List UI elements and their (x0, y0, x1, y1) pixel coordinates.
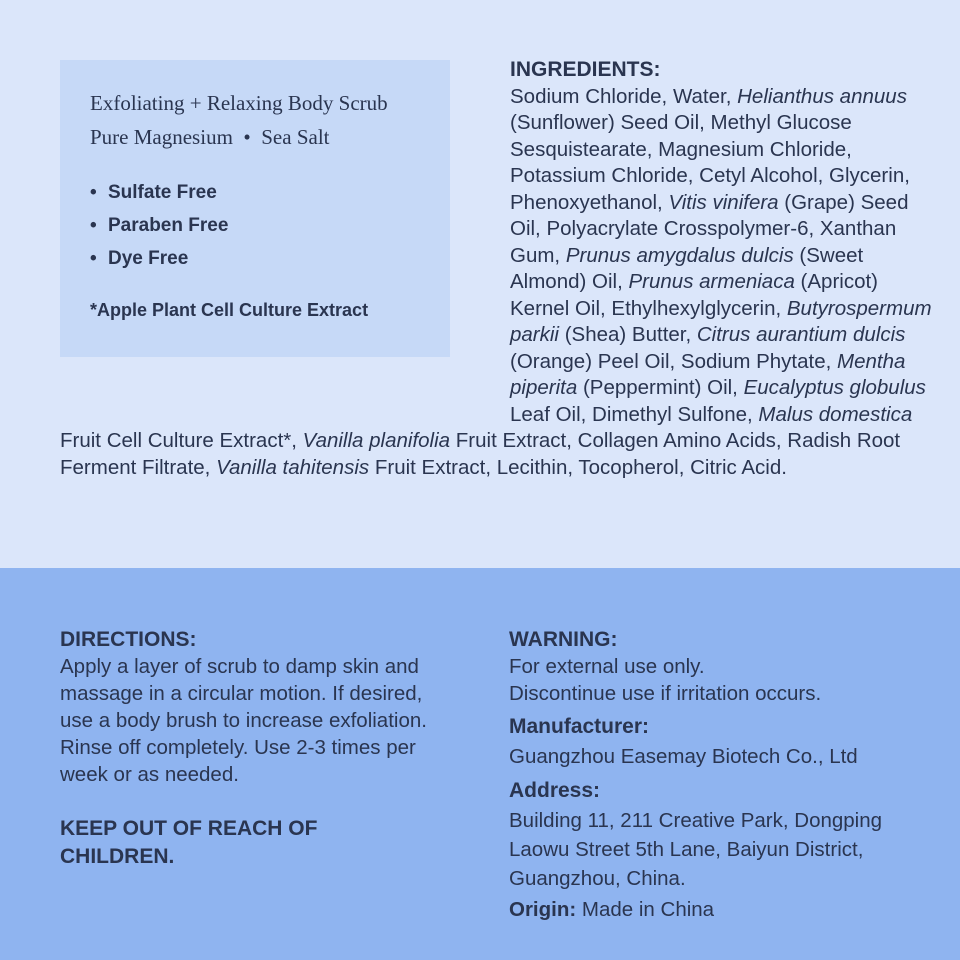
bullet-item: • Dye Free (90, 242, 420, 275)
address-label: Address: (509, 779, 601, 802)
ingredients-float-spacer (60, 57, 510, 407)
ingredient-text-segment: Fruit Extract, Lecithin, Tocopherol, Citric Acid. (369, 455, 787, 479)
ingredient-botanical-name: Helianthus annuus (737, 84, 907, 108)
directions-section (60, 626, 460, 871)
directions-title: DIRECTIONS: (60, 628, 197, 651)
origin-line (509, 895, 939, 925)
origin-label: Origin: (509, 898, 577, 921)
ingredient-text-segment: (Orange) Peel Oil, Sodium Phytate, (510, 349, 838, 373)
directions-text: Apply a layer of scrub to damp skin and massage in a circular motion. If desired, use a body brush to increase exfoliation. Rinse off completely. Use 2-3 times per week or as needed. (60, 655, 427, 786)
ingredient-text-segment: (Grape) Seed Oil, Polyacrylate Crosspolymer-6, Xanthan Gum, (510, 190, 909, 267)
bullet-item: • Sulfate Free (90, 176, 420, 209)
ingredient-botanical-name: Malus domestica (758, 402, 913, 426)
warning-section (509, 626, 939, 925)
tagline-line-2: Pure Magnesium • Sea Salt (90, 125, 330, 149)
ingredient-text-segment: Leaf Oil, Dimethyl Sulfone, (510, 402, 759, 426)
ingredient-text-segment: (Peppermint) Oil, (577, 376, 744, 399)
ingredient-botanical-name: Eucalyptus globulus (743, 376, 926, 399)
warning-line-2: Discontinue use if irritation occurs. (509, 682, 822, 705)
tagline-line-1: Exfoliating + Relaxing Body Scrub (90, 91, 388, 115)
ingredient-text-segment: (Apricot) Kernel Oil, Ethylhexylglycerin, (510, 270, 879, 320)
warning-title: WARNING: (509, 628, 618, 651)
ingredient-text-segment: (Sunflower) Seed Oil, Methyl Glucose Sesquistearate, Magnesium Chloride, Potassium Chloride, Cetyl Alcohol, Glycerin, Phenoxyethanol, (510, 111, 910, 214)
ingredient-botanical-name: Vanilla tahitensis (216, 455, 370, 479)
ingredient-botanical-name: Vitis vinifera (668, 190, 779, 214)
ingredient-botanical-name: Prunus amygdalus dulcis (565, 243, 794, 267)
manufacturer-label: Manufacturer: (509, 715, 650, 738)
ingredient-botanical-name: Butyrospermum parkii (510, 296, 932, 346)
ingredient-botanical-name: Vanilla planifolia (302, 429, 451, 452)
address-text: Building 11, 211 Creative Park, Dongping Laowu Street 5th Lane, Baiyun District, Guangzhou, China. (509, 809, 883, 890)
warning-line-1: For external use only. (509, 655, 705, 678)
ingredient-text-segment: Fruit Extract, Collagen Amino Acids, Radish Root Ferment Filtrate, (60, 429, 901, 479)
origin-value: Made in China (581, 898, 715, 921)
footnote: *Apple Plant Cell Culture Extract (90, 300, 369, 320)
ingredient-botanical-name: Citrus aurantium dulcis (696, 323, 906, 346)
ingredient-text-segment: Fruit Cell Culture Extract*, (60, 429, 303, 452)
ingredients-title: INGREDIENTS: (510, 58, 661, 81)
bullet-item: • Paraben Free (90, 209, 420, 242)
ingredient-text-segment: Sodium Chloride, Water, (510, 84, 738, 108)
ingredient-botanical-name: Mentha piperita (510, 349, 906, 399)
ingredients-section (60, 57, 940, 481)
keep-out-warning: KEEP OUT OF REACH OF CHILDREN. (60, 817, 318, 868)
manufacturer-name: Guangzhou Easemay Biotech Co., Ltd (509, 745, 858, 768)
ingredient-botanical-name: Prunus armeniaca (628, 270, 795, 293)
ingredient-text-segment: (Sweet Almond) Oil, (510, 243, 864, 293)
ingredient-text-segment: (Shea) Butter, (559, 323, 697, 346)
